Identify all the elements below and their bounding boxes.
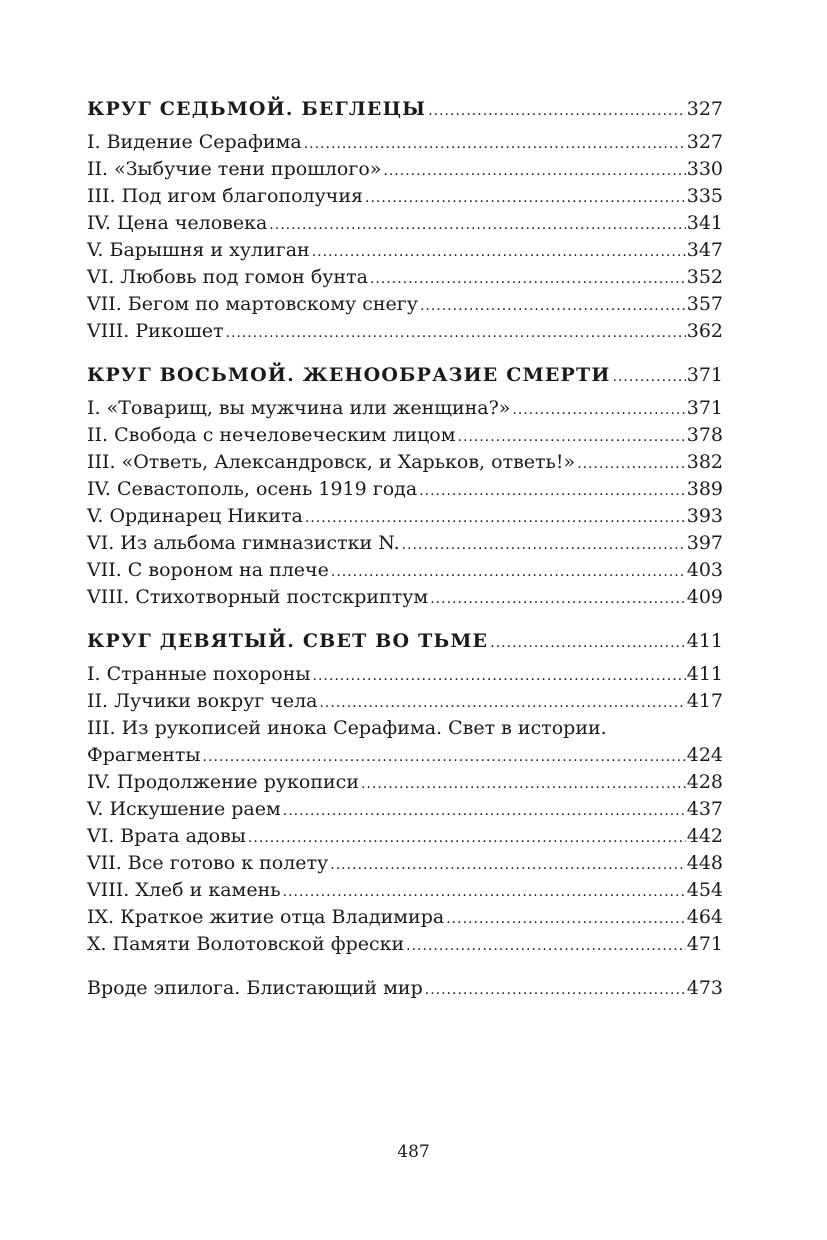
section-heading-page: 371 (686, 364, 723, 386)
toc-entry-title: II. «Зыбучие тени прошлого» (87, 158, 382, 180)
toc-entry-page: 393 (686, 505, 723, 527)
leader-dots (269, 210, 685, 239)
leader-dots (446, 904, 686, 933)
section-heading[interactable] (87, 628, 723, 655)
toc-entry[interactable] (87, 129, 723, 156)
leader-dots (305, 503, 686, 532)
toc-entry-page: 378 (686, 424, 723, 446)
toc-entry-page: 371 (686, 397, 723, 419)
toc-entry-page: 403 (686, 559, 723, 581)
toc-entry-title: VII. С вороном на плече (87, 559, 329, 581)
section-heading-page: 327 (686, 98, 723, 120)
leader-dots (370, 264, 686, 293)
leader-dots (428, 96, 686, 125)
leader-dots (365, 183, 686, 212)
toc-entry[interactable] (87, 449, 723, 476)
toc-entry[interactable] (87, 850, 723, 877)
leader-dots (425, 975, 686, 1004)
section-circle-nine (87, 628, 723, 958)
toc-entry[interactable] (87, 156, 723, 183)
toc-entry-page: 437 (686, 798, 723, 820)
toc-entry-title: VI. Из альбома гимназистки N. (87, 532, 400, 554)
table-of-contents (87, 96, 723, 1002)
leader-dots (330, 850, 685, 879)
toc-entry-title: III. «Ответь, Александровск, и Харьков, ответь!» (87, 451, 576, 473)
leader-dots (577, 449, 686, 478)
toc-entry-page: 473 (686, 977, 723, 999)
leader-dots (512, 395, 685, 424)
toc-entry[interactable] (87, 904, 723, 931)
toc-entry-title: I. Странные похороны (87, 663, 311, 685)
toc-entry-title: VIII. Рикошет (87, 320, 224, 342)
section-heading[interactable] (87, 96, 723, 123)
toc-entry[interactable] (87, 422, 723, 449)
leader-dots (283, 796, 686, 825)
leader-dots (248, 823, 686, 852)
leader-dots (361, 769, 686, 798)
toc-entry[interactable] (87, 530, 723, 557)
toc-entry-page: 382 (686, 451, 723, 473)
page-number: 487 (397, 1142, 430, 1162)
toc-entry-page: 428 (686, 771, 723, 793)
toc-entry-page: 417 (686, 690, 723, 712)
toc-entry-page: 327 (686, 131, 723, 153)
toc-entry[interactable] (87, 742, 723, 769)
toc-entry-title: VI. Врата адовы (87, 825, 246, 847)
toc-entry-page: 347 (686, 239, 723, 261)
toc-entry-page: 389 (686, 478, 723, 500)
leader-dots (226, 318, 686, 347)
section-heading-title: КРУГ СЕДЬМОЙ. БЕГЛЕЦЫ (87, 98, 427, 120)
section-heading-title: КРУГ ВОСЬМОЙ. ЖЕНООБРАЗИЕ СМЕРТИ (87, 364, 611, 386)
toc-entry[interactable] (87, 584, 723, 611)
toc-entry[interactable] (87, 291, 723, 318)
section-heading-page: 411 (686, 630, 723, 652)
toc-entry-page: 454 (686, 879, 723, 901)
toc-entry-title: Вроде эпилога. Блистающий мир (87, 977, 423, 999)
toc-entry-page: 442 (686, 825, 723, 847)
toc-entry[interactable] (87, 183, 723, 210)
toc-entry-title: V. Ординарец Никита (87, 505, 303, 527)
toc-entry[interactable] (87, 823, 723, 850)
leader-dots (313, 661, 686, 690)
toc-entry-title: IX. Краткое житие отца Владимира (87, 906, 445, 928)
toc-entry[interactable] (87, 661, 723, 688)
toc-entry-title: I. «Товарищ, вы мужчина или женщина?» (87, 397, 511, 419)
leader-dots (458, 422, 686, 451)
leader-dots (402, 530, 686, 559)
section-heading-title: КРУГ ДЕВЯТЫЙ. СВЕТ ВО ТЬМЕ (87, 630, 489, 652)
section-circle-eight (87, 362, 723, 611)
toc-entry-title: VI. Любовь под гомон бунта (87, 266, 368, 288)
leader-dots (490, 628, 685, 657)
leader-dots (420, 291, 686, 320)
leader-dots (203, 742, 686, 771)
toc-entry-page: 330 (686, 158, 723, 180)
toc-entry-title: II. Свобода с нечеловеческим лицом (87, 424, 456, 446)
toc-entry[interactable] (87, 769, 723, 796)
leader-dots (331, 557, 686, 586)
toc-entry[interactable] (87, 557, 723, 584)
toc-entry-title: V. Барышня и хулиган (87, 239, 310, 261)
toc-entry[interactable] (87, 264, 723, 291)
toc-entry-title: VII. Все готово к полету (87, 852, 329, 874)
section-circle-seven (87, 96, 723, 345)
leader-dots (319, 688, 685, 717)
leader-dots (406, 931, 686, 960)
toc-entry-page: 409 (686, 586, 723, 608)
toc-entry-page: 464 (686, 906, 723, 928)
toc-entry-page: 448 (686, 852, 723, 874)
toc-entry[interactable] (87, 796, 723, 823)
toc-entry-title: III. Под игом благополучия (87, 185, 364, 207)
toc-entry-page: 411 (686, 663, 723, 685)
toc-entry-title: VII. Бегом по мартовскому снегу (87, 293, 418, 315)
leader-dots (283, 877, 686, 906)
leader-dots (613, 362, 686, 391)
toc-entry[interactable] (87, 237, 723, 264)
toc-entry[interactable] (87, 395, 723, 422)
toc-entry[interactable] (87, 318, 723, 345)
toc-entry-title: Фрагменты (87, 744, 201, 766)
leader-dots (419, 476, 686, 505)
leader-dots (430, 584, 686, 613)
toc-entry-first-line[interactable] (87, 715, 723, 742)
toc-entry[interactable] (87, 476, 723, 503)
section-epilogue (87, 975, 723, 1002)
leader-dots (383, 156, 685, 185)
toc-entry-page: 352 (686, 266, 723, 288)
toc-entry-title: IV. Цена человека (87, 212, 268, 234)
toc-entry-page: 424 (686, 744, 723, 766)
toc-entry[interactable] (87, 210, 723, 237)
toc-entry-page: 335 (686, 185, 723, 207)
toc-entry-title: IV. Продолжение рукописи (87, 771, 359, 793)
toc-entry-page: 357 (686, 293, 723, 315)
toc-entry-page: 362 (686, 320, 723, 342)
toc-entry-page: 397 (686, 532, 723, 554)
toc-entry-epilogue[interactable] (87, 975, 723, 1002)
toc-entry-page: 471 (686, 933, 723, 955)
toc-entry-title: X. Памяти Волотовской фрески (87, 933, 405, 955)
toc-entry-title: V. Искушение раем (87, 798, 281, 820)
leader-dots (312, 237, 686, 266)
section-heading[interactable] (87, 362, 723, 389)
toc-entry-title: II. Лучики вокруг чела (87, 690, 318, 712)
toc-entry-title: I. Видение Серафима (87, 131, 302, 153)
toc-entry-title: IV. Севастополь, осень 1919 года (87, 478, 418, 500)
toc-entry-title: VIII. Хлеб и камень (87, 879, 281, 901)
toc-entry[interactable] (87, 688, 723, 715)
leader-dots (304, 129, 686, 158)
toc-entry-title: VIII. Стихотворный постскриптум (87, 586, 429, 608)
toc-entry[interactable] (87, 931, 723, 958)
toc-entry-title-line1: III. Из рукописей инока Серафима. Свет в истории. (87, 717, 607, 739)
toc-entry[interactable] (87, 877, 723, 904)
toc-entry[interactable] (87, 503, 723, 530)
toc-entry-page: 341 (686, 212, 723, 234)
